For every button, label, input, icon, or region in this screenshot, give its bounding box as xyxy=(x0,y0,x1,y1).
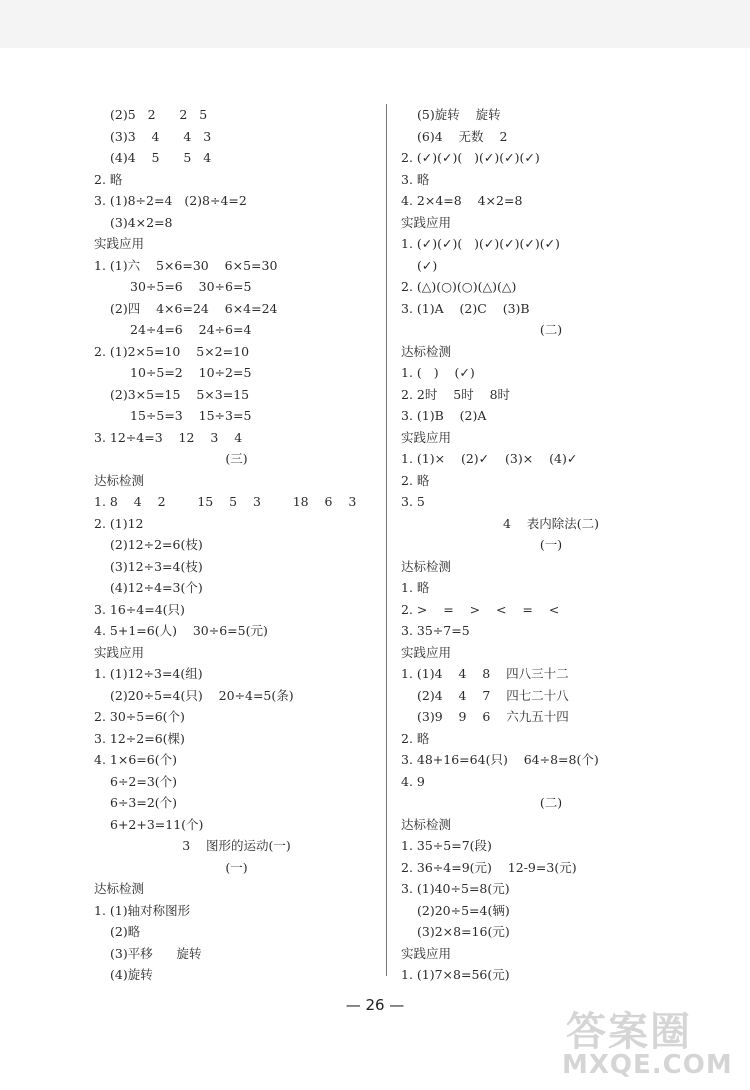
answer-line: 2. 36÷4=9(元) 12-9=3(元) xyxy=(401,859,577,875)
answer-line: (3)2×8=16(元) xyxy=(417,924,510,939)
answer-line: 3. 16÷4=4(只) xyxy=(94,601,185,617)
answer-line: (3)9 9 6 六九五十四 xyxy=(417,709,569,724)
right-answer-column xyxy=(401,104,701,986)
answer-line: 30÷5=6 30÷6=5 xyxy=(130,279,252,294)
answer-line: 1. (1)7×8=56(元) xyxy=(401,967,510,982)
answer-line: 2. 2时 5时 8时 xyxy=(401,386,511,402)
answer-line: (2)3×5=15 5×3=15 xyxy=(110,386,250,402)
answer-line: (3)12÷3=4(枝) xyxy=(110,558,203,574)
answer-line: 2. 略 xyxy=(401,730,430,746)
answer-line: (4)4 5 5 4 xyxy=(110,150,212,165)
answer-line: 4. 5+1=6(人) 30÷6=5(元) xyxy=(94,623,268,638)
answer-line: 6÷2=3(个) xyxy=(110,773,178,789)
answer-line: (✓) xyxy=(417,257,438,273)
section-heading: 达标检测 xyxy=(401,816,452,832)
subsection-title: (一) xyxy=(225,859,248,875)
answer-line: 1. (1)六 5×6=30 6×5=30 xyxy=(94,257,278,273)
answer-line: (5)旋转 旋转 xyxy=(417,107,501,122)
answer-line: 2. (✓)(✓)( )(✓)(✓)(✓) xyxy=(401,150,540,165)
answer-line: (2)12÷2=6(枝) xyxy=(110,537,203,552)
answer-line: 1. (1)× (2)✓ (3)× (4)✓ xyxy=(401,451,578,466)
answer-line: 3. 略 xyxy=(401,171,430,187)
answer-line: (4)12÷4=3(个) xyxy=(110,580,203,595)
answer-line: 1. 8 4 2 15 5 3 18 6 3 xyxy=(94,494,357,509)
answer-line: 3. 5 xyxy=(401,494,425,509)
section-heading: 实践应用 xyxy=(94,236,145,251)
section-heading: 达标检测 xyxy=(401,343,452,359)
subsection-title: 4 表内除法(二) xyxy=(502,515,600,531)
subsection-title: (三) xyxy=(225,451,248,466)
answer-line: 1. (1)12÷3=4(组) xyxy=(94,666,203,681)
answer-line: (6)4 无数 2 xyxy=(417,128,508,144)
answer-line: (3)4×2=8 xyxy=(110,214,173,230)
answer-line: 2. 30÷5=6(个) xyxy=(94,709,185,724)
answer-line: 3. (1)40÷5=8(元) xyxy=(401,881,510,896)
section-heading: 达标检测 xyxy=(94,472,145,488)
answer-line: 3. 48+16=64(只) 64÷8=8(个) xyxy=(401,752,599,767)
answer-line: (2)20÷5=4(辆) xyxy=(417,902,510,918)
subsection-title: (二) xyxy=(539,795,563,810)
answer-line: 1. ( ) (✓) xyxy=(401,365,475,380)
left-answer-column xyxy=(94,104,379,986)
answer-line: 2. (1)2×5=10 5×2=10 xyxy=(94,343,250,359)
answer-line: (2)略 xyxy=(110,924,141,939)
answer-line: 2. (1)12 xyxy=(94,515,144,531)
answer-line: 2. 略 xyxy=(94,171,123,187)
answer-line: (3)平移 旋转 xyxy=(110,945,202,961)
page-number: — 26 — xyxy=(345,996,405,1014)
answer-line: (2)20÷5=4(只) 20÷4=5(条) xyxy=(110,687,294,703)
answer-line: 3. (1)B (2)A xyxy=(401,408,487,423)
subsection-title: 3 图形的运动(一) xyxy=(182,838,291,853)
answer-line: 3. 35÷7=5 xyxy=(401,623,470,638)
answer-line: 10÷5=2 10÷2=5 xyxy=(130,365,252,380)
answer-line: 2. > = > < = < xyxy=(401,601,560,617)
answer-line: 15÷5=3 15÷3=5 xyxy=(130,408,252,423)
watermark-logo xyxy=(556,1000,736,1084)
section-heading: 达标检测 xyxy=(401,558,452,574)
answer-line: 6÷3=2(个) xyxy=(110,795,178,810)
section-heading: 实践应用 xyxy=(401,214,452,230)
answer-line: 2. (△)(○)(○)(△)(△) xyxy=(401,279,517,294)
answer-line: 3. (1)8÷2=4 (2)8÷4=2 xyxy=(94,193,247,208)
section-heading: 实践应用 xyxy=(401,945,452,961)
subsection-title: (一) xyxy=(539,537,563,552)
answer-line: 6+2+3=11(个) xyxy=(110,816,204,832)
answer-line: 24÷4=6 24÷6=4 xyxy=(130,322,252,337)
answer-line: (4)旋转 xyxy=(110,967,153,982)
watermark-text-url: MXQE.COM xyxy=(562,1050,733,1080)
answer-line: 4. 1×6=6(个) xyxy=(94,752,177,767)
answer-line: 2. 略 xyxy=(401,472,430,488)
answer-line: (2)5 2 2 5 xyxy=(110,107,208,122)
answer-line: 3. (1)A (2)C (3)B xyxy=(401,300,530,316)
section-heading: 实践应用 xyxy=(401,429,452,445)
answer-line: 1. 略 xyxy=(401,580,430,595)
answer-line: 1. 35÷5=7(段) xyxy=(401,838,492,853)
answer-line: 1. (✓)(✓)( )(✓)(✓)(✓)(✓) xyxy=(401,236,560,251)
section-heading: 实践应用 xyxy=(401,644,452,660)
section-heading: 达标检测 xyxy=(94,881,145,896)
answer-line: 4. 9 xyxy=(401,773,425,789)
answer-line: (2)4 4 7 四七二十八 xyxy=(417,687,569,703)
answer-line: 4. 2×4=8 4×2=8 xyxy=(401,193,523,208)
watermark-text-cn: 答案圈 xyxy=(566,1009,692,1055)
answer-line: (3)3 4 4 3 xyxy=(110,128,212,144)
page-header-band xyxy=(0,0,750,48)
column-divider xyxy=(386,104,387,976)
answer-line: 1. (1)4 4 8 四八三十二 xyxy=(401,666,569,681)
subsection-title: (二) xyxy=(539,322,563,337)
answer-line: (2)四 4×6=24 6×4=24 xyxy=(110,300,278,316)
answer-line: 3. 12÷2=6(棵) xyxy=(94,730,185,746)
answer-line: 3. 12÷4=3 12 3 4 xyxy=(94,429,243,445)
section-heading: 实践应用 xyxy=(94,644,145,660)
answer-line: 1. (1)轴对称图形 xyxy=(94,902,191,918)
